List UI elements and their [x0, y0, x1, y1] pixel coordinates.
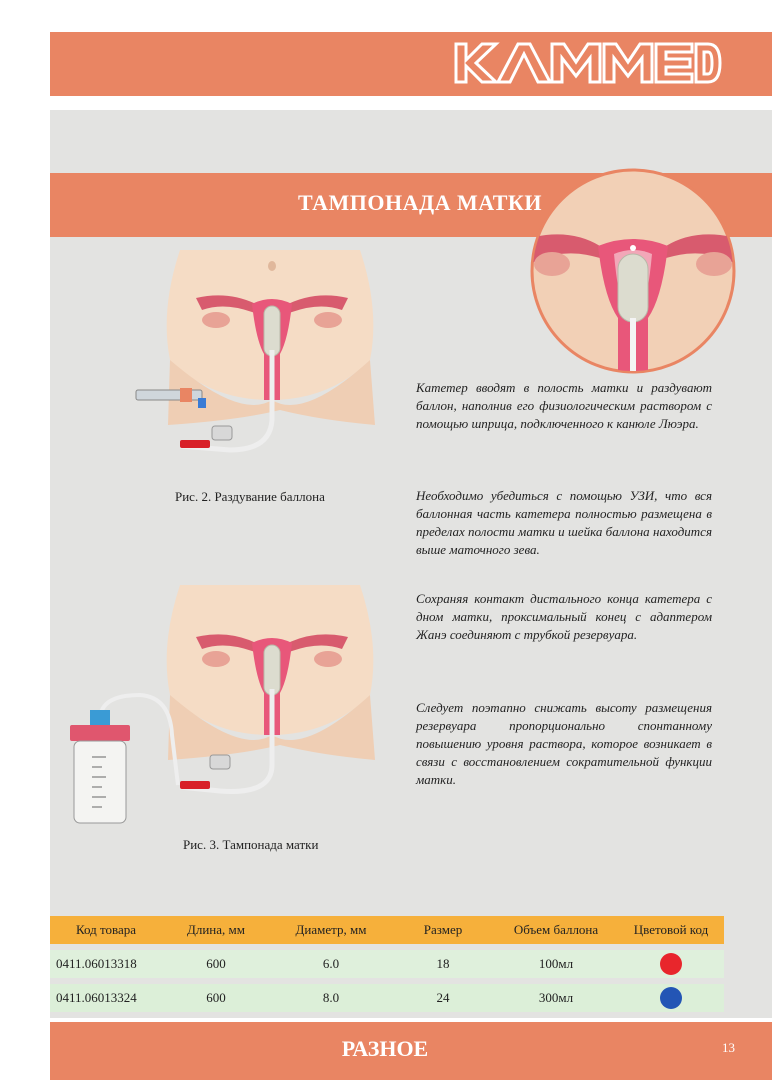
- balloon-inflation-illustration: [120, 250, 400, 470]
- product-spec-table: [50, 916, 724, 1012]
- length-cell: 600: [162, 984, 270, 1012]
- color-code-cell: [618, 950, 724, 978]
- size-cell: 24: [392, 984, 494, 1012]
- page-title: ТАМПОНАДА МАТКИ: [298, 190, 542, 215]
- column-header: Размер: [392, 916, 494, 944]
- diameter-cell: 6.0: [270, 950, 392, 978]
- paragraph-ultrasound-check: Необходимо убедиться с помощью УЗИ, что вся баллонная часть катетера полностью размещена в пределах полости матки и шейка баллона находится выше маточного зева.: [416, 488, 712, 557]
- red-color-dot: [660, 953, 682, 975]
- column-header: Диаметр, мм: [270, 916, 392, 944]
- figure-3-caption: Рис. 3. Тампонада матки: [183, 837, 319, 852]
- column-header: Объем баллона: [494, 916, 618, 944]
- color-code-cell: [618, 984, 724, 1012]
- column-header: Длина, мм: [162, 916, 270, 944]
- paragraph-reservoir-lowering: Следует поэтапно снижать высоту размещения резервуара пропорционально спонтанному повышению уровня раствора, которое возникает в связи с восстановлением сократительной функции матки.: [416, 700, 712, 787]
- volume-cell: 100мл: [494, 950, 618, 978]
- size-cell: 18: [392, 950, 494, 978]
- kammed-logo: [452, 40, 724, 86]
- paragraph-catheter-insertion: Катетер вводят в полость матки и раздувают баллон, наполнив его физиологическим раствором с помощью шприца, подключенного к канюле Люэра.: [416, 380, 712, 431]
- blue-color-dot: [660, 987, 682, 1009]
- diameter-cell: 8.0: [270, 984, 392, 1012]
- section-title: РАЗНОЕ: [341, 1036, 429, 1061]
- length-cell: 600: [162, 950, 270, 978]
- table-header-row: [50, 916, 724, 944]
- product-code: 0411.06013318: [50, 950, 162, 978]
- volume-cell: 300мл: [494, 984, 618, 1012]
- column-header: Цветовой код: [618, 916, 724, 944]
- page-number: 13: [722, 1040, 735, 1055]
- table-row: [50, 984, 724, 1012]
- paragraph-reservoir-connection: Сохраняя контакт дистального конца катетера с дном матки, проксимальный конец с адаптером Жанэ соединяют с трубкой резервуара.: [416, 591, 712, 642]
- figure-2-caption: Рис. 2. Раздувание баллона: [175, 489, 325, 504]
- product-code: 0411.06013324: [50, 984, 162, 1012]
- column-header: Код товара: [50, 916, 162, 944]
- uterine-tamponade-illustration: [60, 585, 400, 825]
- uterus-magnified-illustration: [530, 168, 736, 374]
- table-row: [50, 950, 724, 978]
